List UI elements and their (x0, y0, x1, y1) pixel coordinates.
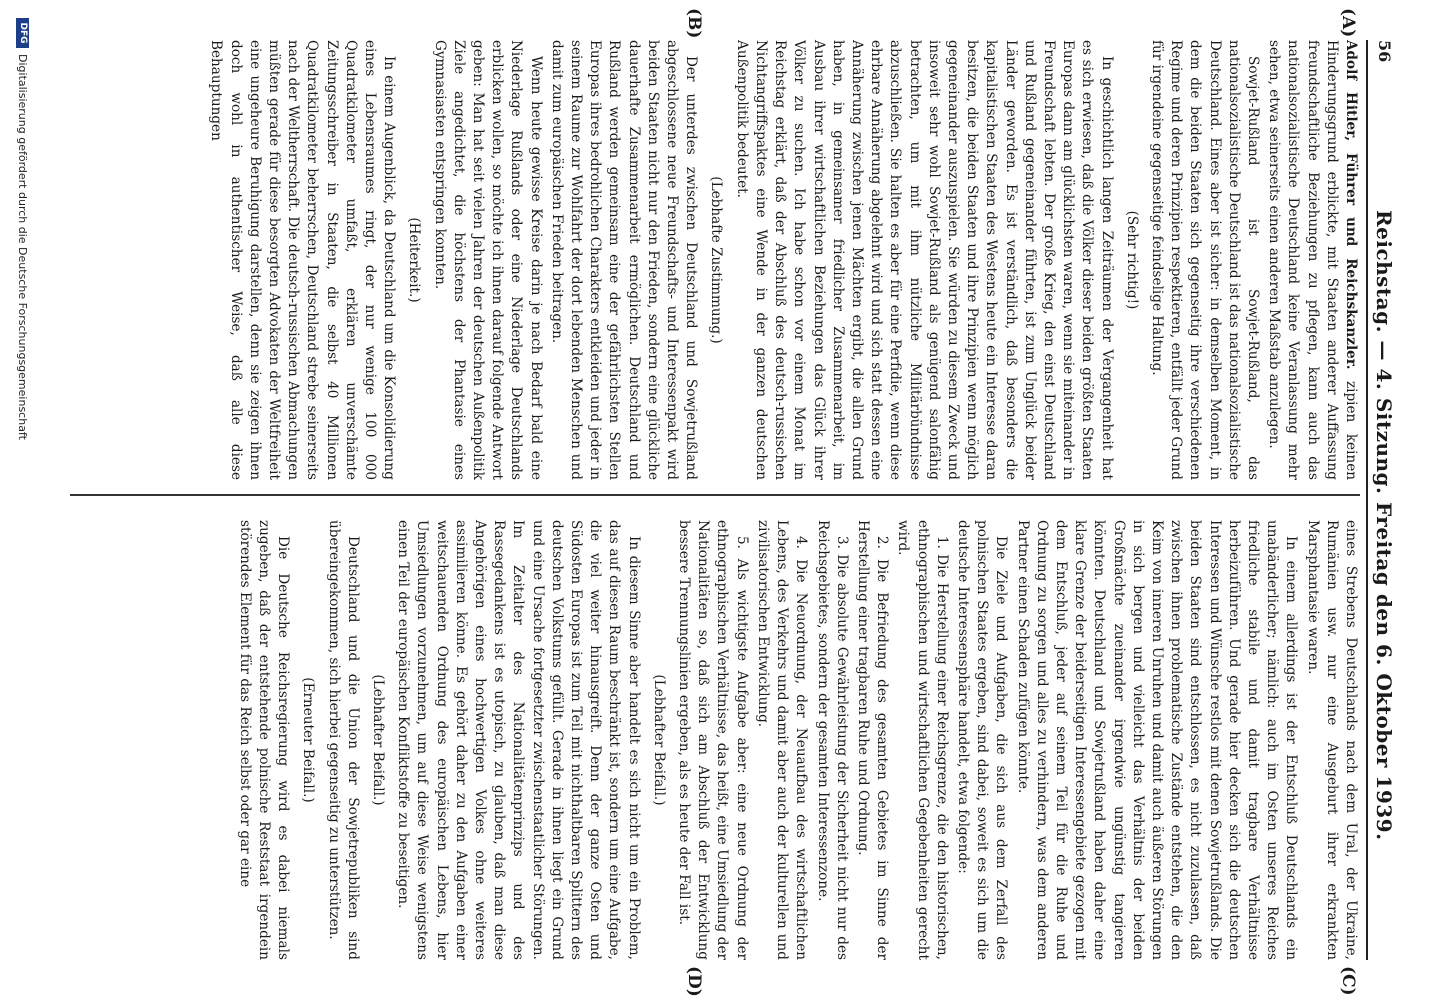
list-item: 2. Die Befriedung des gesamten Gebietes im Sinne der Herstellung einer tragbaren Ruhe und Ordnung. (854, 520, 891, 960)
running-head: Reichstag. — 4. Sitzung. Freitag den 6. Oktober 1939. (1372, 210, 1396, 841)
column-divider (70, 494, 1360, 496)
page-number: 56 (1375, 40, 1394, 63)
interjection: (Lebhafter Beifall.) (650, 674, 667, 806)
margin-mark-c: (C) (1338, 966, 1358, 996)
speech-paragraph: In diesem Sinne aber handelt es sich nicht um ein Problem, das auf diesen Raum beschränkt ist, sondern um eine Aufgabe, die viel weiter hinausgreift. Denn der ganze Osten und Südosten Europas ist zum Teil mit nichthaltbaren Splittern des deutschen Volkstums gefüllt. Gerade in ihnen liegt ein Grund und eine Ursache fortgesetzter zwischenstaatlicher Störungen. Im Zeitalter des Nationalitätenprinzips und des Rassegedankens ist es utopisch, zu glauben, daß man diese Angehörigen eines hochwertigen Volkes ohne weiteres assimilieren könne. Es gehört daher zu den Aufgaben einer weitschauenden Ordnung des europäischen Lebens, hier Umsiedlungen vorzunehmen, um auf diese Weise wenigstens einen Teil der europäischen Konfliktstoffe zu beseitigen. (395, 520, 642, 960)
interjection: (Erneuter Beifall.) (300, 677, 317, 803)
reichstag-protocol-page (4, 0, 1404, 1000)
speech-paragraph: Wenn heute gewisse Kreise darin je nach Bedarf bald eine Niederlage Rußlands oder eine Niederlage Deutschlands erblicken wollen, so möchte ich ihnen darauf folgende Antwort geben: Man hat seit vielen Jahren der deutschen Außenpolitik Ziele angedichtet, die höchstens der Phantasie eines Gymnasiasten entspringen konnten. (431, 40, 544, 480)
interjection: (Lebhafte Zustimmung.) (708, 176, 725, 344)
speech-paragraph: Sowjet-Rußland ist Sowjet-Rußland, das nationalsozialistische Deutschland ist das nationalsozialistische Deutschland. Eines aber ist sicher: in demselben Moment, in dem die beiden Staaten sich gegenseitig ihre verschiedenen Regime und deren Prinzipien respektieren, entfällt jeder Grund für irgendeine gegenseitige feindselige Haltung. (1148, 40, 1261, 480)
paragraph-text: zipien keinen Hinderungsgrund erblickte, mit Staaten anderer Auffassung freundschaftliche Beziehungen zu pflegen, kann auch das nationalsozialistische Deutschland keine Veranlassung mehr sehen, etwa seinerseits einen anderen Maßstab anzulegen. (1266, 40, 1359, 480)
speaker-name: Adolf Hitler, Führer und Reichskanzler. (1343, 40, 1359, 370)
speech-paragraph: In einem Augenblick, da Deutschland um die Konsolidierung eines Lebensraumes ringt, der nur wenige 100 000 Quadratkilometer umfaßt, erklären unverschämte Zeitungsschreiber in Staaten, die selbst 40 Millionen Quadratkilometer beherrschen, Deutschland strebe seinerseits nach der Weltherrschaft. Die deutsch-russischen Abmachungen müßten gerade für diese besorgten Advokaten der Weltfreiheit eine ungeheure Beruhigung darstellen, denn sie zeigen ihnen doch wohl in authentischer Weise, daß alle diese Behauptungen (208, 40, 398, 480)
speech-paragraph: Deutschland und die Union der Sowjetrepubliken sind übereingekommen, sich hierbei gegenseitig zu unterstützen. (325, 520, 361, 960)
speech-paragraph: In einem allerdings ist der Entschluß Deutschlands ein unabänderlicher; nämlich: auch im Osten unseres Reiches friedliche stabile und damit tragbare Verhältnisse herbeizuführen. Und gerade hier decken sich die deutschen Interessen und Wünsche restlos mit denen Sowjetrußlands. Die beiden Staaten sind entschlossen, es nicht zuzulassen, daß zwischen ihnen problematische Zustände entstehen, die den Keim von inneren Unruhen und damit auch äußeren Störungen in sich bergen und vielleicht das Verhältnis der beiden Großmächte zueinander irgendwie ungünstig tangieren könnten. Deutschland und Sowjetrußland haben daher eine klare Grenze der beiderseitigen Interessengebiete gezogen mit dem Entschluß, jeder auf seinem Teil für die Ruhe und Ordnung zu sorgen und alles zu verhindern, was dem anderen Partner einen Schaden zufügen könnte. (1014, 520, 1300, 960)
margin-mark-b: (B) (684, 8, 704, 39)
digitization-credit (10, 0, 32, 1000)
interjection: (Sehr richtig!) (1123, 210, 1140, 310)
right-column (233, 520, 1360, 960)
speech-paragraph (1264, 40, 1360, 480)
margin-mark-d: (D) (684, 966, 704, 997)
list-item: 3. Die absolute Gewährleistung der Sicherheit nicht nur des Reichsgebietes, sondern der gesamten Interessenzone. (814, 520, 850, 960)
speech-paragraph: eines Strebens Deutschlands nach dem Ural, der Ukraine, Rumänien usw. nur eine Ausgeburt ihrer erkrankten Marsphantasie waren. (1304, 520, 1359, 960)
dfg-logo: DFG (16, 18, 29, 48)
list-item: 1. Die Herstellung einer Reichsgrenze, die den historischen, ethnographischen und wirtschaftlichen Gegebenheiten gerecht wird. (895, 520, 950, 960)
interjection: (Lebhafter Beifall.) (370, 674, 387, 806)
list-item: 5. Als wichtigste Aufgabe aber: eine neue Ordnung der ethnographischen Verhältnisse, das heißt, eine Umsiedlung der Nationalitäten so, daß sich am Abschluß der Entwicklung bessere Trennungslinien ergeben, als es heute der Fall ist. (676, 520, 750, 960)
page-header (1366, 40, 1396, 960)
speech-paragraph: In geschichtlich langen Zeiträumen der Vergangenheit hat es sich erwiesen, daß die Völker dieser beiden größten Staaten Europas dann am glücklichsten waren, wenn sie miteinander in Freundschaft lebten. Der große Krieg, den einst Deutschland und Rußland gegeneinander führten, ist zum Unglück beider Länder geworden. Es ist verständlich, daß besonders die kapitalistischen Staaten des Westens heute ein Interesse daran besitzen, die beiden Staaten und ihre Prinzipien wenn möglich gegeneinander auszuspielen. Sie würden zu diesem Zweck und insoweit sehr wohl Sowjet-Rußland als genügend salonfähig betrachten, um mit ihm nützliche Militärbündnisse abzuschließen. Sie halten es aber für eine Perfidie, wenn diese ehrbare Annäherung abgelehnt wird und sich statt dessen eine Annäherung zwischen jenen Mächten ergibt, die allen Grund haben, in gemeinsamer friedlicher Zusammenarbeit, im Ausbau ihrer wirtschaftlichen Beziehungen das Glück ihrer Völker zu suchen. Ich habe schon vor einem Monat im Reichstag erklärt, daß der Abschluß des deutsch-russischen Nichtangriffspaktes eine Wende in der ganzen deutschen Außenpolitik bedeutet. (733, 40, 1115, 480)
left-column (204, 40, 1360, 480)
margin-mark-a: (A) (1338, 8, 1358, 38)
list-item: 4. Die Neuordnung, der Neuaufbau des wirtschaftlichen Lebens, des Verkehrs und damit aber auch der kulturellen und zivilisatorischen Entwicklung. (754, 520, 810, 960)
speech-paragraph: Die Deutsche Reichsregierung wird es dabei niemals zugeben, daß der entstehende polnische Reststaat irgendein störendes Element für das Reich selbst oder gar eine (236, 520, 292, 960)
interjection: (Heiterkeit.) (406, 217, 423, 303)
speech-paragraph: Die Ziele und Aufgaben, die sich aus dem Zerfall des polnischen Staates ergeben, sind dabei, soweit es sich um die deutsche Interessensphäre handelt, etwa folgende: (954, 520, 1010, 960)
credit-text: Digitalisierung gefördert durch die Deutsche Forschungsgemeinschaft (16, 54, 29, 440)
speech-paragraph: Der unterdes zwischen Deutschland und Sowjetrußland abgeschlossene neue Freundschafts- und Interessenpakt wird beiden Staaten nicht nur den Frieden, sondern eine glückliche dauerhafte Zusammenarbeit ermöglichen. Deutschland und Rußland werden gemeinsam eine der gefährlichsten Stellen Europas ihres bedrohlichen Charakters entkleiden und jeder in seinem Raume zur Wohlfahrt der dort lebenden Menschen und damit zum europäischen Frieden beitragen. (548, 40, 700, 480)
